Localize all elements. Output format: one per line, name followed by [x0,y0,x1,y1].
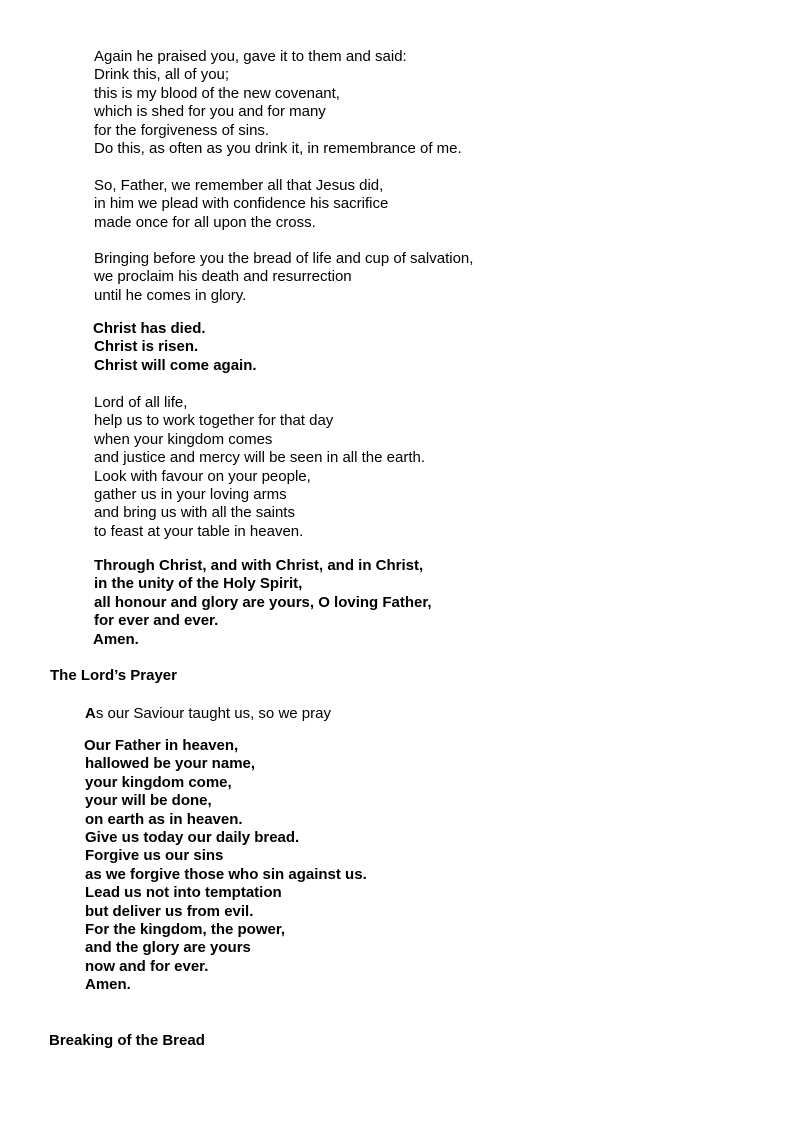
remember-paragraph [94,177,388,232]
bringing-line: Bringing before you the bread of life and cup of salvation, [94,250,474,267]
intro-initial: A [85,705,96,722]
acclamation-paragraph [93,320,257,375]
cup-line: Drink this, all of you; [94,66,230,84]
remember-line: in him we plead with confidence his sacrifice [94,195,389,213]
lord-of-life-line: when your kingdom comes [94,430,273,448]
cup-words-paragraph [94,48,462,158]
doxology-line: Through Christ, and with Christ, and in Christ, [94,557,424,574]
doxology-line: for ever and ever. [94,612,219,630]
lord-of-life-line: gather us in your loving arms [94,485,287,503]
bringing-line: we proclaim his death and resurrection [94,268,352,286]
lord-of-life-paragraph [94,394,425,541]
lord-of-life-line: help us to work together for that day [94,412,334,430]
lord-of-life-line: Look with favour on your people, [94,467,311,485]
lords-prayer-heading: The Lord’s Prayer [50,667,177,684]
cup-line: this is my blood of the new covenant, [94,84,340,102]
remember-line: made once for all upon the cross. [94,213,316,231]
prayer-line: as we forgive those who sin against us. [85,865,367,883]
prayer-line: but deliver us from evil. [85,902,254,920]
lords-prayer-text [85,737,367,994]
breaking-bread-heading: Breaking of the Bread [49,1032,205,1049]
bringing-line: until he comes in glory. [94,286,247,304]
prayer-line: Our Father in heaven, [84,737,239,754]
cup-line: for the forgiveness of sins. [94,121,270,139]
doxology-paragraph [94,557,432,649]
lords-prayer-intro [85,705,331,723]
cup-line: Do this, as often as you drink it, in remembrance of me. [94,139,462,157]
prayer-line: Lead us not into temptation [85,884,282,902]
lord-of-life-line: and bring us with all the saints [94,504,295,522]
prayer-line: hallowed be your name, [85,755,256,773]
doxology-line: in the unity of the Holy Spirit, [94,575,303,593]
prayer-line: your will be done, [85,792,212,810]
acclamation-line: Christ is risen. [94,338,199,356]
prayer-line: your kingdom come, [85,773,232,791]
lord-of-life-line: Lord of all life, [94,394,188,411]
prayer-line: now and for ever. [85,957,209,975]
prayer-line: Amen. [85,976,131,994]
acclamation-line: Christ will come again. [94,356,257,374]
remember-line: So, Father, we remember all that Jesus did, [94,177,384,194]
cup-line: Again he praised you, gave it to them and said: [94,48,407,65]
cup-line: which is shed for you and for many [94,103,326,121]
lord-of-life-line: to feast at your table in heaven. [94,522,304,540]
acclamation-line: Christ has died. [93,320,206,337]
prayer-line: For the kingdom, the power, [85,920,286,938]
doxology-line: Amen. [93,630,139,648]
intro-rest: s our Saviour taught us, so we pray [95,705,331,722]
lord-of-life-line: and justice and mercy will be seen in all the earth. [94,449,426,467]
prayer-line: Give us today our daily bread. [85,828,300,846]
prayer-line: and the glory are yours [85,939,251,957]
bringing-paragraph [94,250,473,305]
prayer-line: Forgive us our sins [85,847,224,865]
doxology-line: all honour and glory are yours, O loving Father, [94,593,432,611]
prayer-line: on earth as in heaven. [85,810,243,828]
